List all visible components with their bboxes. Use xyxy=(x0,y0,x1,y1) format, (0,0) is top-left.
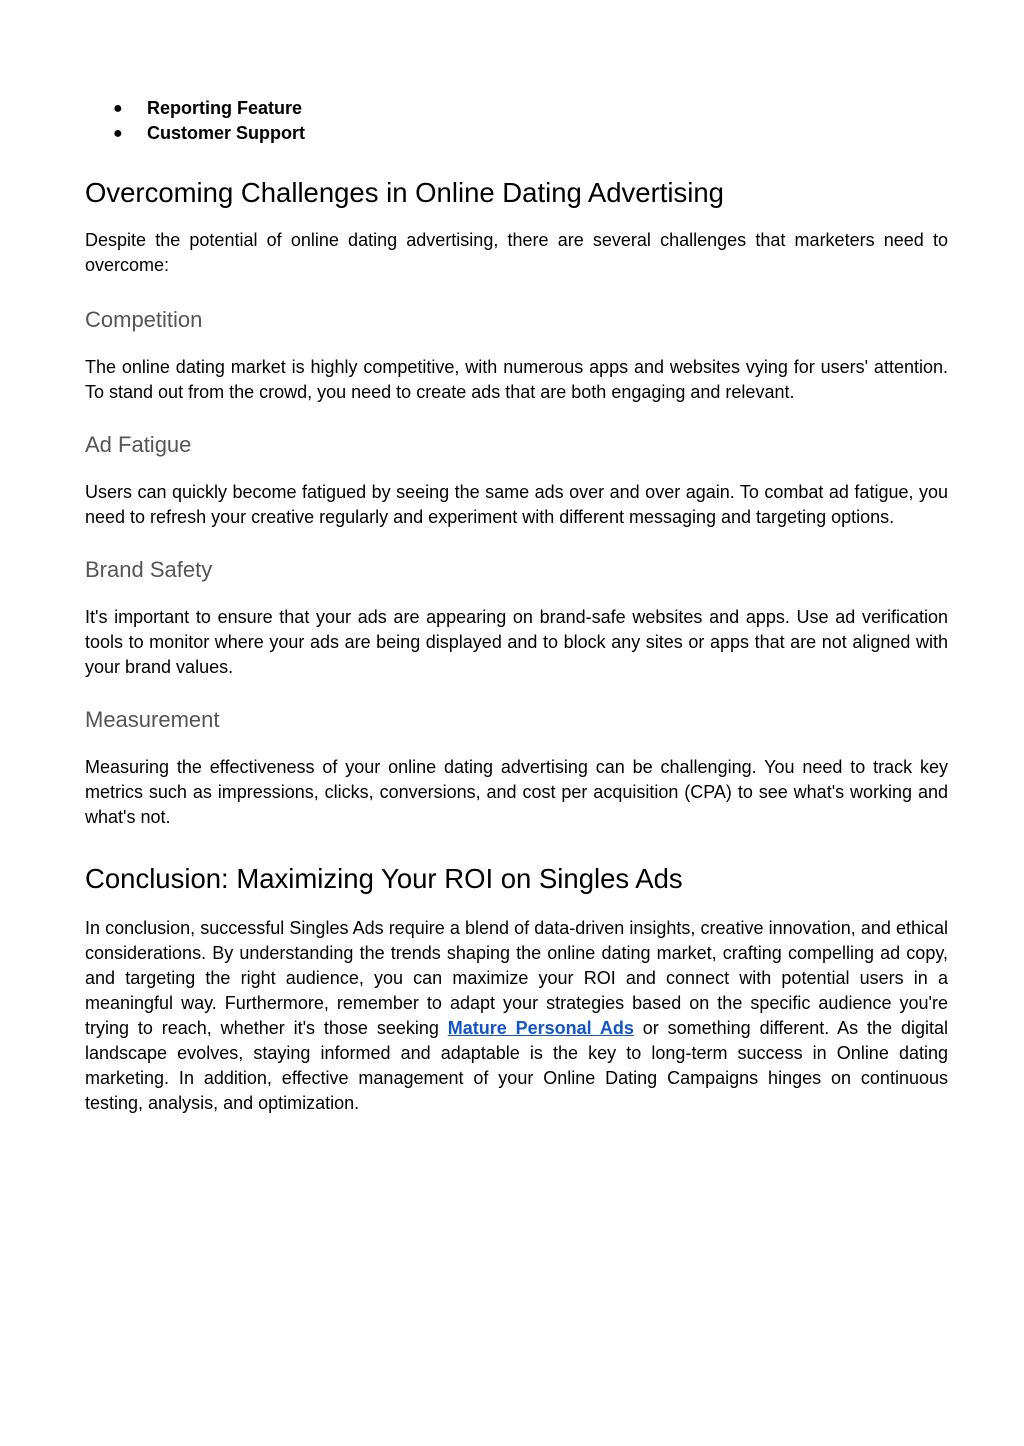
brand-safety-heading: Brand Safety xyxy=(85,557,213,582)
mature-personal-ads-link[interactable]: Mature Personal Ads xyxy=(447,1018,634,1038)
bullet-dot-icon: ● xyxy=(113,100,123,117)
bullet-label: Reporting Feature xyxy=(147,98,303,118)
measurement-body: Measuring the effectiveness of your online dating advertising can be challenging. You need to track key metrics such as impressions, clicks, conversions, and cost per acquisition (CPA) to see what's working and what's not. xyxy=(85,757,948,827)
ad-fatigue-heading: Ad Fatigue xyxy=(85,432,192,457)
bullet-item xyxy=(85,121,948,146)
challenges-heading: Overcoming Challenges in Online Dating Advertising xyxy=(85,177,724,208)
measurement-heading: Measurement xyxy=(85,707,220,732)
brand-safety-body: It's important to ensure that your ads are appearing on brand-safe websites and apps. Use ad verification tools to monitor where your ads are being displayed and to block any sites or apps that are not aligned with your brand values. xyxy=(85,607,948,677)
ad-fatigue-body: Users can quickly become fatigued by seeing the same ads over and over again. To combat ad fatigue, you need to refresh your creative regularly and experiment with different messaging and targeting options. xyxy=(85,482,948,527)
competition-heading: Competition xyxy=(85,307,203,332)
document-page xyxy=(85,96,948,1116)
bullet-dot-icon: ● xyxy=(113,125,123,142)
bullet-item xyxy=(85,96,948,121)
competition-body: The online dating market is highly competitive, with numerous apps and websites vying for users' attention. To stand out from the crowd, you need to create ads that are both engaging and relevant. xyxy=(85,357,948,402)
conclusion-body xyxy=(85,916,948,1116)
conclusion-text-end: or something different. As the digital landscape evolves, staying informed and adaptable is the key to long-term success in Online dating marketing. In addition, effective management of your Online Dating Campaigns hinges on continuous testing, analysis, and optimization. xyxy=(85,1018,948,1113)
bullet-label: Customer Support xyxy=(147,123,306,143)
challenges-intro: Despite the potential of online dating advertising, there are several challenges that marketers need to overcome: xyxy=(85,230,948,275)
conclusion-heading: Conclusion: Maximizing Your ROI on Singles Ads xyxy=(85,863,683,894)
conclusion-text-start: In conclusion, successful Singles Ads require a blend of data-driven insights, creative innovation, and ethical considerations. By understanding the trends shaping the online dating market, crafting compelling ad copy, and targeting the right audience, you can maximize your ROI and connect with potential users in a meaningful way. Furthermore, remember to adapt your strategies based on the specific audience you're trying to reach, whether it's those seeking xyxy=(85,918,948,1038)
feature-bullet-list xyxy=(85,96,948,146)
